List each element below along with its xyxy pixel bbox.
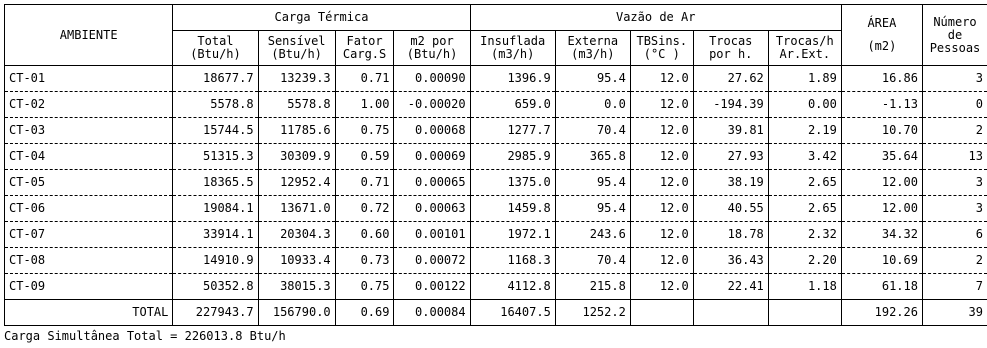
table-cell: 70.4 xyxy=(555,248,630,274)
table-cell: 659.0 xyxy=(470,92,555,118)
header-area-line1: ÁREA xyxy=(867,16,897,30)
table-cell: 10.70 xyxy=(841,118,922,144)
table-cell: 0.00063 xyxy=(394,196,470,222)
total-cell: 16407.5 xyxy=(470,300,555,326)
table-cell: 30309.9 xyxy=(258,144,335,170)
column-header-line2: (Btu/h) xyxy=(406,47,458,61)
column-header xyxy=(470,31,555,66)
column-header xyxy=(630,31,693,66)
table-cell: 34.32 xyxy=(841,222,922,248)
table-cell: -194.39 xyxy=(693,92,768,118)
table-cell: 12.0 xyxy=(630,66,693,92)
total-cell: 0.69 xyxy=(335,300,394,326)
table-cell: 0.71 xyxy=(335,170,394,196)
column-header-line1: Trocas/h xyxy=(775,34,834,48)
table-cell: 0.00069 xyxy=(394,144,470,170)
header-ambiente: AMBIENTE xyxy=(5,5,173,66)
table-cell: 243.6 xyxy=(555,222,630,248)
table-cell: 61.18 xyxy=(841,274,922,300)
column-header-line2: Ar.Ext. xyxy=(779,47,831,61)
column-header-line2: por h. xyxy=(709,47,753,61)
table-cell: 11785.6 xyxy=(258,118,335,144)
column-header-line2: Carg.S xyxy=(342,47,387,61)
column-header-line1: Total xyxy=(197,34,234,48)
table-cell: 38.19 xyxy=(693,170,768,196)
table-cell: 2.65 xyxy=(768,196,841,222)
table-cell: 35.64 xyxy=(841,144,922,170)
table-cell: 12.0 xyxy=(630,196,693,222)
table-cell: 3 xyxy=(922,170,987,196)
table-cell: 2 xyxy=(922,118,987,144)
simultaneous-load-total: Carga Simultânea Total = 226013.8 Btu/h xyxy=(4,329,286,343)
table-row xyxy=(5,170,987,196)
header-row-groups xyxy=(5,5,987,31)
column-header-line2: (m3/h) xyxy=(571,47,615,61)
total-row xyxy=(5,300,987,326)
total-cell: 156790.0 xyxy=(258,300,335,326)
total-cell xyxy=(630,300,693,326)
table-cell: 3.42 xyxy=(768,144,841,170)
table-cell: 0.59 xyxy=(335,144,394,170)
total-cell: 1252.2 xyxy=(555,300,630,326)
row-ambiente: CT-03 xyxy=(5,118,173,144)
table-cell: 0.00065 xyxy=(394,170,470,196)
column-header-line1: TBSins. xyxy=(636,34,688,48)
table-cell: 1.00 xyxy=(335,92,394,118)
table-row xyxy=(5,222,987,248)
column-header xyxy=(693,31,768,66)
column-header xyxy=(555,31,630,66)
row-ambiente: CT-08 xyxy=(5,248,173,274)
table-cell: 1168.3 xyxy=(470,248,555,274)
column-header xyxy=(394,31,470,66)
table-cell: 95.4 xyxy=(555,66,630,92)
table-cell: 39.81 xyxy=(693,118,768,144)
table-row xyxy=(5,196,987,222)
table-cell: 16.86 xyxy=(841,66,922,92)
table-cell: 70.4 xyxy=(555,118,630,144)
row-ambiente: CT-01 xyxy=(5,66,173,92)
table-cell: 38015.3 xyxy=(258,274,335,300)
table-cell: 0.73 xyxy=(335,248,394,274)
table-cell: 33914.1 xyxy=(173,222,258,248)
table-cell: 15744.5 xyxy=(173,118,258,144)
column-header xyxy=(173,31,258,66)
table-cell: 19084.1 xyxy=(173,196,258,222)
table-row xyxy=(5,248,987,274)
table-cell: 12952.4 xyxy=(258,170,335,196)
table-row xyxy=(5,144,987,170)
row-ambiente: CT-06 xyxy=(5,196,173,222)
table-cell: 13239.3 xyxy=(258,66,335,92)
table-cell: 2.20 xyxy=(768,248,841,274)
table-cell: 2.32 xyxy=(768,222,841,248)
table-cell: 14910.9 xyxy=(173,248,258,274)
total-cell xyxy=(693,300,768,326)
table-cell: 0.00101 xyxy=(394,222,470,248)
table-cell: 22.41 xyxy=(693,274,768,300)
table-cell: 20304.3 xyxy=(258,222,335,248)
table-cell: 51315.3 xyxy=(173,144,258,170)
table-cell: 1.18 xyxy=(768,274,841,300)
thermal-load-table xyxy=(4,4,987,326)
table-cell: 0.00068 xyxy=(394,118,470,144)
column-header xyxy=(258,31,335,66)
table-cell: 0.00072 xyxy=(394,248,470,274)
header-numero-line3: Pessoas xyxy=(929,40,981,55)
total-cell: 0.00084 xyxy=(394,300,470,326)
table-cell: 18.78 xyxy=(693,222,768,248)
total-cell: 39 xyxy=(922,300,987,326)
table-cell: 12.0 xyxy=(630,170,693,196)
table-cell: 12.0 xyxy=(630,222,693,248)
header-carga-termica: Carga Térmica xyxy=(173,5,470,31)
table-cell: -0.00020 xyxy=(394,92,470,118)
column-header xyxy=(335,31,394,66)
table-cell: 5578.8 xyxy=(258,92,335,118)
table-cell: 0.00 xyxy=(768,92,841,118)
header-area xyxy=(841,5,922,66)
table-cell: 50352.8 xyxy=(173,274,258,300)
row-ambiente: CT-05 xyxy=(5,170,173,196)
table-row xyxy=(5,118,987,144)
column-header-line1: m2 por xyxy=(410,34,454,48)
table-cell: 10933.4 xyxy=(258,248,335,274)
table-cell: 2985.9 xyxy=(470,144,555,170)
table-row xyxy=(5,92,987,118)
row-ambiente: CT-09 xyxy=(5,274,173,300)
table-cell: 2.19 xyxy=(768,118,841,144)
column-header-line1: Externa xyxy=(567,34,619,48)
table-cell: 6 xyxy=(922,222,987,248)
table-cell: 12.0 xyxy=(630,144,693,170)
table-cell: 95.4 xyxy=(555,170,630,196)
table-cell: 1396.9 xyxy=(470,66,555,92)
table-cell: 0.00122 xyxy=(394,274,470,300)
header-numero-line1: Número xyxy=(933,14,977,29)
table-cell: -1.13 xyxy=(841,92,922,118)
table-cell: 0.75 xyxy=(335,274,394,300)
column-header-line2: (m3/h) xyxy=(491,47,535,61)
table-cell: 0.71 xyxy=(335,66,394,92)
row-ambiente: CT-02 xyxy=(5,92,173,118)
column-header-line1: Sensível xyxy=(267,34,326,48)
table-cell: 18677.7 xyxy=(173,66,258,92)
table-row xyxy=(5,66,987,92)
table-cell: 13 xyxy=(922,144,987,170)
table-cell: 40.55 xyxy=(693,196,768,222)
column-header-line1: Insuflada xyxy=(480,34,546,48)
table-cell: 3 xyxy=(922,66,987,92)
header-area-line2: (m2) xyxy=(867,39,897,53)
table-cell: 10.69 xyxy=(841,248,922,274)
table-cell: 0.72 xyxy=(335,196,394,222)
table-cell: 0 xyxy=(922,92,987,118)
table-cell: 12.00 xyxy=(841,170,922,196)
table-cell: 1375.0 xyxy=(470,170,555,196)
table-cell: 215.8 xyxy=(555,274,630,300)
column-header xyxy=(768,31,841,66)
table-cell: 27.93 xyxy=(693,144,768,170)
table-row xyxy=(5,274,987,300)
column-header-line2: (Btu/h) xyxy=(190,47,241,61)
table-body xyxy=(5,66,987,300)
column-header-line1: Fator xyxy=(346,34,383,48)
header-numero-line2: de xyxy=(947,27,963,42)
table-cell: 1.89 xyxy=(768,66,841,92)
table-cell: 0.00090 xyxy=(394,66,470,92)
table-cell: 1277.7 xyxy=(470,118,555,144)
table-cell: 0.0 xyxy=(555,92,630,118)
column-header-line2: (Btu/h) xyxy=(271,47,322,61)
column-header-line1: Trocas xyxy=(709,34,753,48)
table-cell: 12.0 xyxy=(630,118,693,144)
table-cell: 12.0 xyxy=(630,92,693,118)
header-numero-pessoas xyxy=(922,5,987,66)
table-cell: 95.4 xyxy=(555,196,630,222)
table-cell: 12.0 xyxy=(630,274,693,300)
table-cell: 13671.0 xyxy=(258,196,335,222)
table-cell: 36.43 xyxy=(693,248,768,274)
total-cell: 227943.7 xyxy=(173,300,258,326)
table-cell: 365.8 xyxy=(555,144,630,170)
total-label: TOTAL xyxy=(5,300,173,326)
table-cell: 1459.8 xyxy=(470,196,555,222)
table-cell: 18365.5 xyxy=(173,170,258,196)
total-cell xyxy=(768,300,841,326)
table-cell: 0.60 xyxy=(335,222,394,248)
table-cell: 7 xyxy=(922,274,987,300)
total-cell: 192.26 xyxy=(841,300,922,326)
table-cell: 0.75 xyxy=(335,118,394,144)
table-cell: 3 xyxy=(922,196,987,222)
header-vazao-de-ar: Vazão de Ar xyxy=(470,5,841,31)
column-header-line2: (°C ) xyxy=(643,47,680,61)
table-cell: 4112.8 xyxy=(470,274,555,300)
table-cell: 12.0 xyxy=(630,248,693,274)
row-ambiente: CT-07 xyxy=(5,222,173,248)
table-cell: 1972.1 xyxy=(470,222,555,248)
row-ambiente: CT-04 xyxy=(5,144,173,170)
table-cell: 2 xyxy=(922,248,987,274)
table-cell: 27.62 xyxy=(693,66,768,92)
table-cell: 2.65 xyxy=(768,170,841,196)
table-cell: 5578.8 xyxy=(173,92,258,118)
table-cell: 12.00 xyxy=(841,196,922,222)
